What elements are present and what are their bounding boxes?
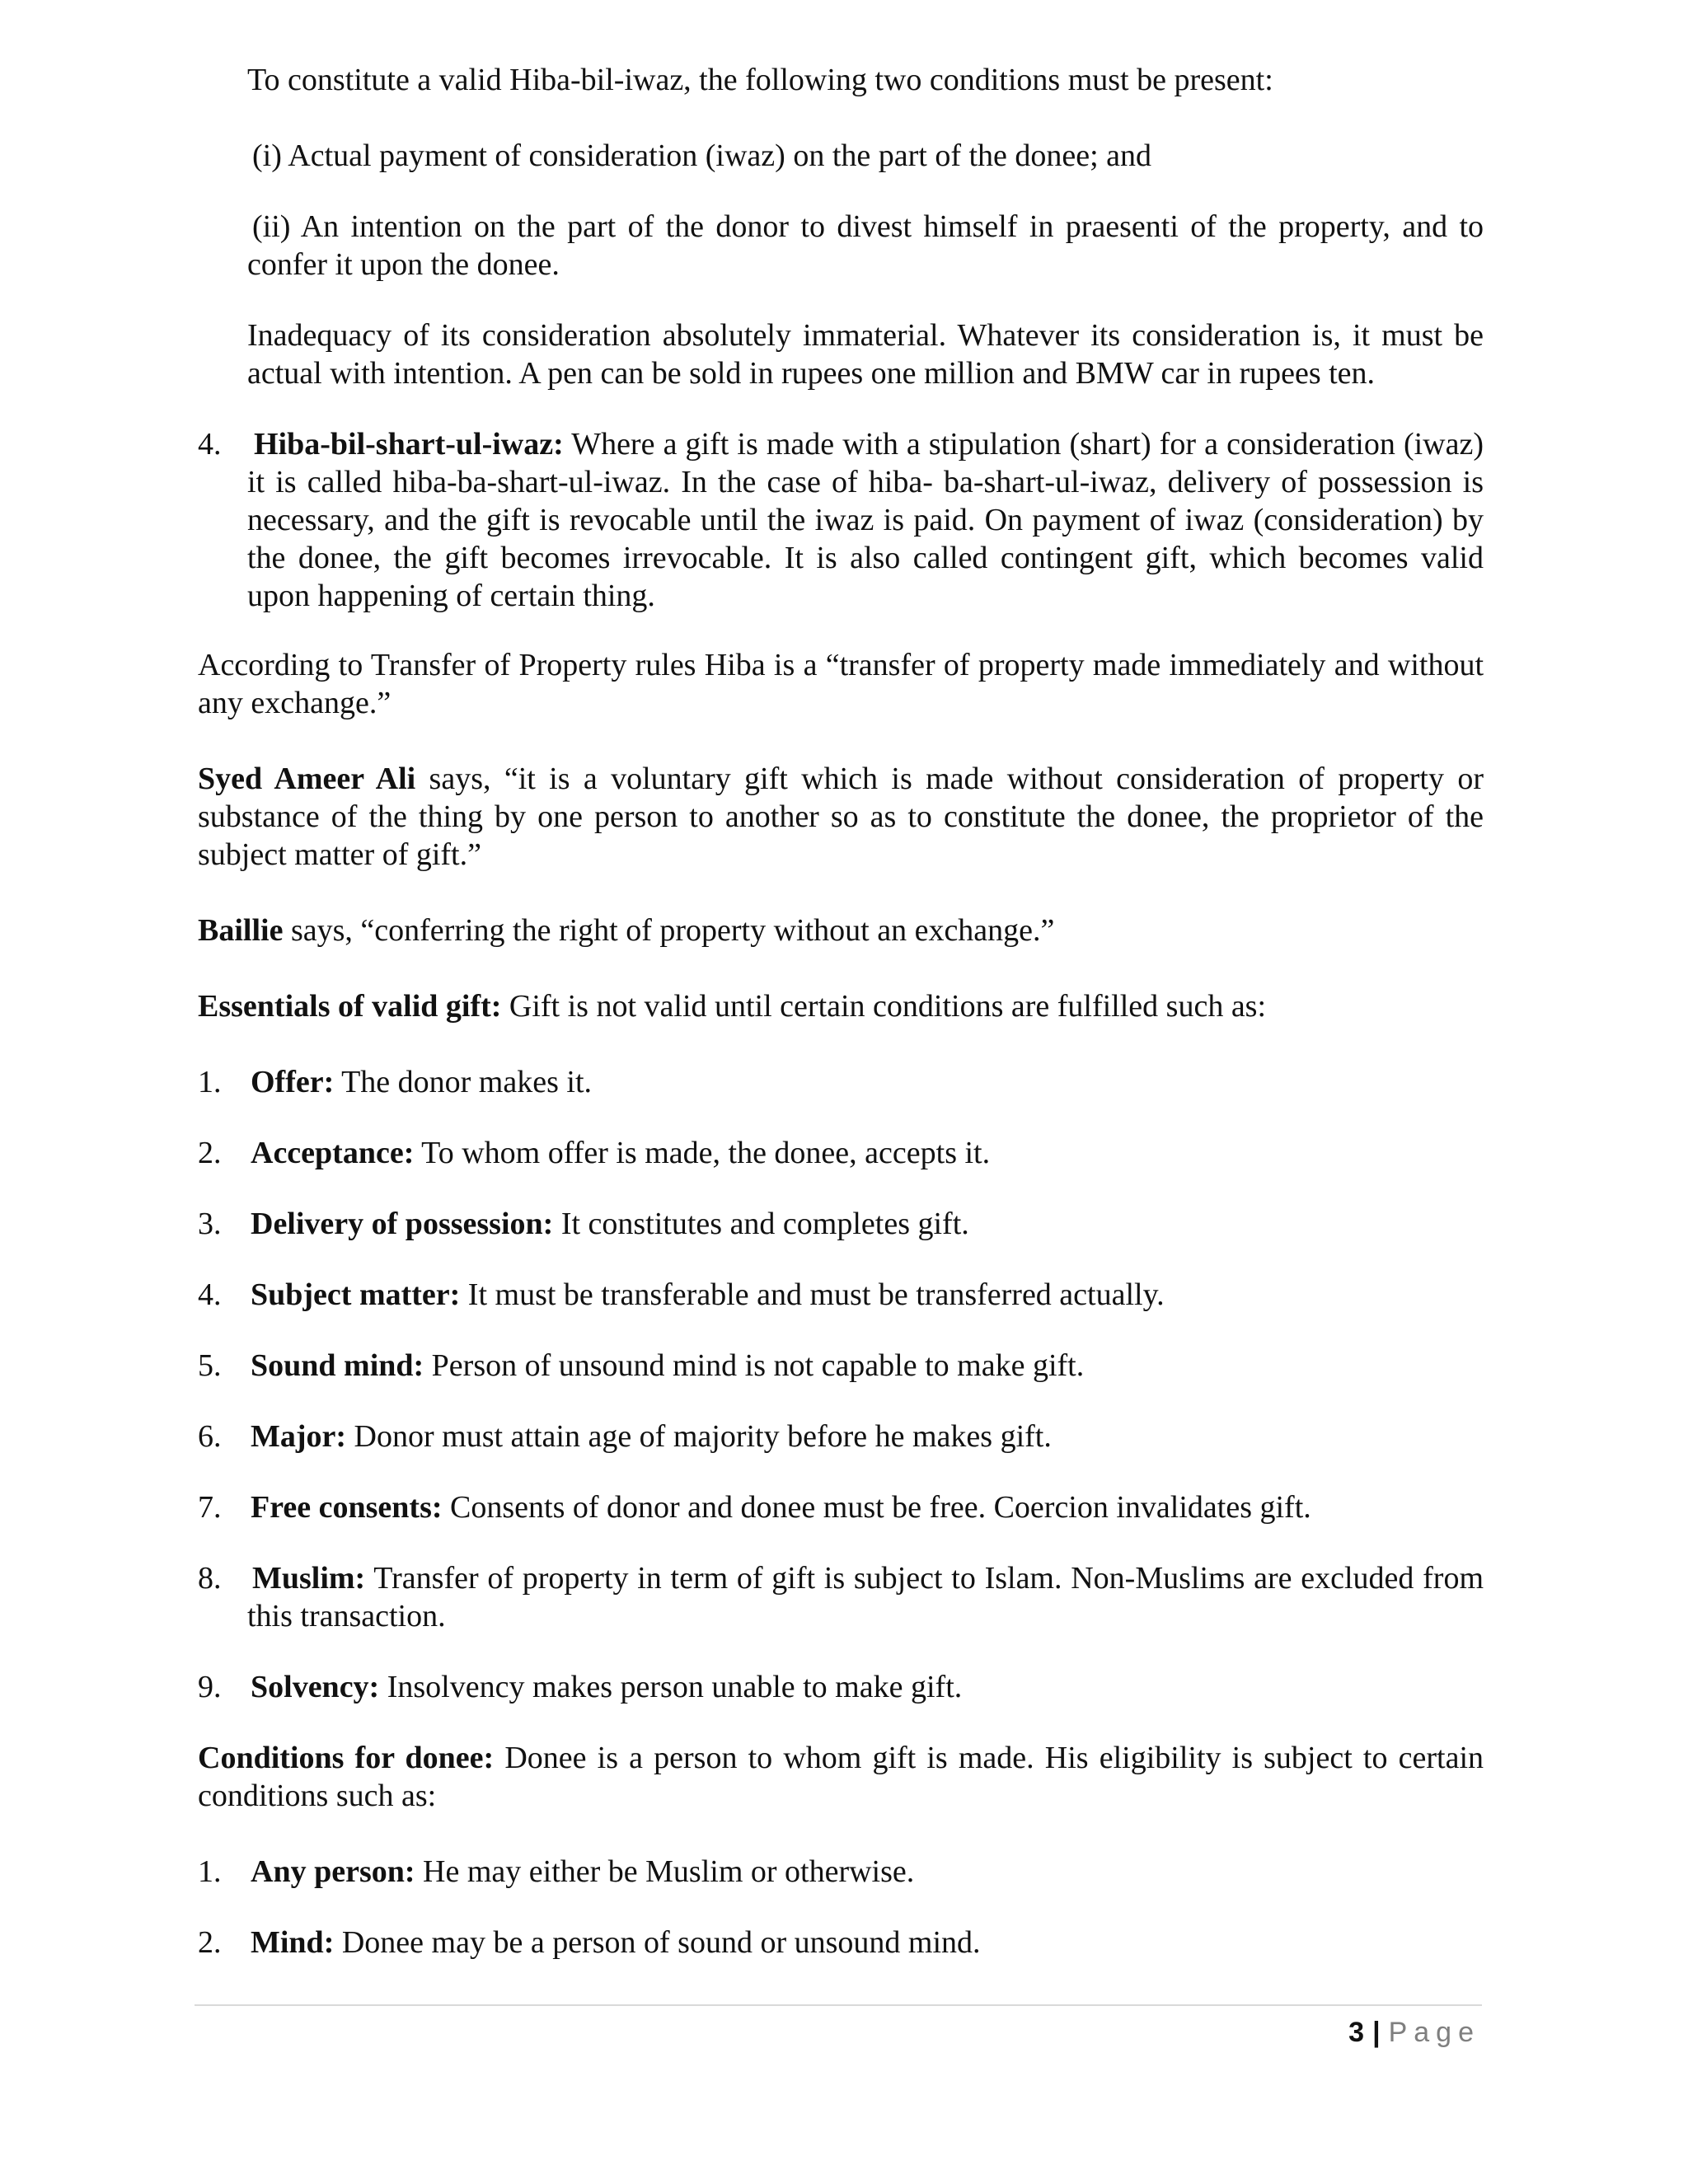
condition-ii: (ii) An intention on the part of the donor to divest himself in praesenti of the property, and to confer it upon the donee. bbox=[247, 209, 1484, 282]
ameer-ali-name: Syed Ameer Ali bbox=[198, 762, 416, 796]
essential-6-number: 6. bbox=[198, 1419, 222, 1454]
essential-7-term: Free consents: bbox=[251, 1490, 443, 1525]
donee-text: Donee is a person to whom gift is made. His eligibility is subject to certain conditions such as: bbox=[198, 1741, 1484, 1813]
essential-9-text: Insolvency makes person unable to make gift. bbox=[379, 1670, 963, 1704]
page-label: Page bbox=[1388, 2017, 1480, 2048]
donee-1-term: Any person: bbox=[251, 1854, 415, 1889]
essential-5-number: 5. bbox=[198, 1348, 222, 1383]
essential-1 bbox=[251, 1063, 1484, 1101]
essentials-term: Essentials of valid gift: bbox=[198, 989, 502, 1024]
essentials-text: Gift is not valid until certain conditions are fulfilled such as: bbox=[501, 989, 1267, 1024]
item4-term: Hiba-bil-shart-ul-iwaz: bbox=[254, 427, 564, 462]
essential-8-text: Transfer of property in term of gift is subject to Islam. Non-Muslims are excluded from this transaction. bbox=[247, 1561, 1484, 1633]
essential-8-term: Muslim: bbox=[252, 1561, 366, 1596]
donee-item-1 bbox=[251, 1853, 1484, 1891]
donee-2-number: 2. bbox=[198, 1925, 222, 1960]
essential-9-term: Solvency: bbox=[251, 1670, 380, 1704]
essential-1-term: Offer: bbox=[251, 1065, 335, 1099]
essential-3 bbox=[251, 1205, 1484, 1243]
donee-2-term: Mind: bbox=[251, 1925, 335, 1960]
donee-1-text: He may either be Muslim or otherwise. bbox=[415, 1854, 915, 1889]
essential-7 bbox=[251, 1488, 1484, 1526]
essential-7-number: 7. bbox=[198, 1490, 222, 1525]
baillie-name: Baillie bbox=[198, 913, 284, 948]
intro-paragraph: To constitute a valid Hiba-bil-iwaz, the following two conditions must be present: bbox=[247, 63, 1273, 97]
essential-9 bbox=[251, 1668, 1484, 1706]
ameer-ali-paragraph bbox=[198, 760, 1484, 874]
inadequacy-paragraph: Inadequacy of its consideration absolutely immaterial. Whatever its consideration is, it must be actual with intention. A pen can be sold in rupees one million and BMW car in rupees ten. bbox=[247, 318, 1484, 391]
essential-5-term: Sound mind: bbox=[251, 1348, 424, 1383]
item4-number: 4. bbox=[198, 427, 222, 462]
essential-6-term: Major: bbox=[251, 1419, 347, 1454]
essential-1-text: The donor makes it. bbox=[334, 1065, 593, 1099]
essential-1-number: 1. bbox=[198, 1065, 222, 1099]
donee-heading bbox=[198, 1739, 1484, 1815]
essential-8 bbox=[247, 1559, 1484, 1635]
ameer-ali-text: says, “it is a voluntary gift which is made without consideration of property or substance of the thing by one person to another so as to constitute the donee, the proprietor of the subject matter of gift.” bbox=[198, 762, 1484, 872]
page-footer bbox=[1348, 2016, 1480, 2049]
essential-7-text: Consents of donor and donee must be free. Coercion invalidates gift. bbox=[442, 1490, 1311, 1525]
essential-2-number: 2. bbox=[198, 1136, 222, 1170]
essential-2 bbox=[251, 1134, 1484, 1172]
essential-8-number: 8. bbox=[198, 1561, 222, 1596]
essential-4-text: It must be transferable and must be transferred actually. bbox=[460, 1277, 1165, 1312]
page-separator: | bbox=[1372, 2017, 1381, 2048]
page-number: 3 bbox=[1348, 2017, 1365, 2048]
essential-3-number: 3. bbox=[198, 1207, 222, 1241]
item4-paragraph bbox=[247, 425, 1484, 615]
essential-2-text: To whom offer is made, the donee, accepts it. bbox=[414, 1136, 991, 1170]
transfer-paragraph: According to Transfer of Property rules Hiba is a “transfer of property made immediately and without any exchange.” bbox=[198, 648, 1484, 720]
essential-5-text: Person of unsound mind is not capable to make gift. bbox=[424, 1348, 1085, 1383]
essential-9-number: 9. bbox=[198, 1670, 222, 1704]
essential-6-text: Donor must attain age of majority before he makes gift. bbox=[346, 1419, 1052, 1454]
donee-item-2 bbox=[251, 1924, 1484, 1961]
essential-4 bbox=[251, 1276, 1484, 1314]
essential-6 bbox=[251, 1418, 1484, 1455]
donee-1-number: 1. bbox=[198, 1854, 222, 1889]
footer-divider bbox=[195, 2004, 1482, 2006]
essential-4-number: 4. bbox=[198, 1277, 222, 1312]
item4-text: Where a gift is made with a stipulation (shart) for a consideration (iwaz) it is called hiba-ba-shart-ul-iwaz. In the case of hiba- ba-shart-ul-iwaz, delivery of possession is necessary, and the gift is revocable until the iwaz is paid. On payment of iwaz (consideration) by the donee, the gift becomes irrevocable. It is also called contingent gift, which becomes valid upon happening of certain thing. bbox=[247, 427, 1484, 613]
essential-4-term: Subject matter: bbox=[251, 1277, 461, 1312]
essential-5 bbox=[251, 1347, 1484, 1385]
donee-2-text: Donee may be a person of sound or unsound mind. bbox=[334, 1925, 981, 1960]
condition-i: (i) Actual payment of consideration (iwaz) on the part of the donee; and bbox=[252, 138, 1152, 173]
essential-2-term: Acceptance: bbox=[251, 1136, 415, 1170]
baillie-text: says, “conferring the right of property without an exchange.” bbox=[283, 913, 1055, 948]
essential-3-term: Delivery of possession: bbox=[251, 1207, 554, 1241]
essentials-heading bbox=[198, 987, 1484, 1025]
baillie-paragraph bbox=[198, 912, 1484, 949]
essential-3-text: It constitutes and completes gift. bbox=[553, 1207, 969, 1241]
donee-term: Conditions for donee: bbox=[198, 1741, 495, 1775]
